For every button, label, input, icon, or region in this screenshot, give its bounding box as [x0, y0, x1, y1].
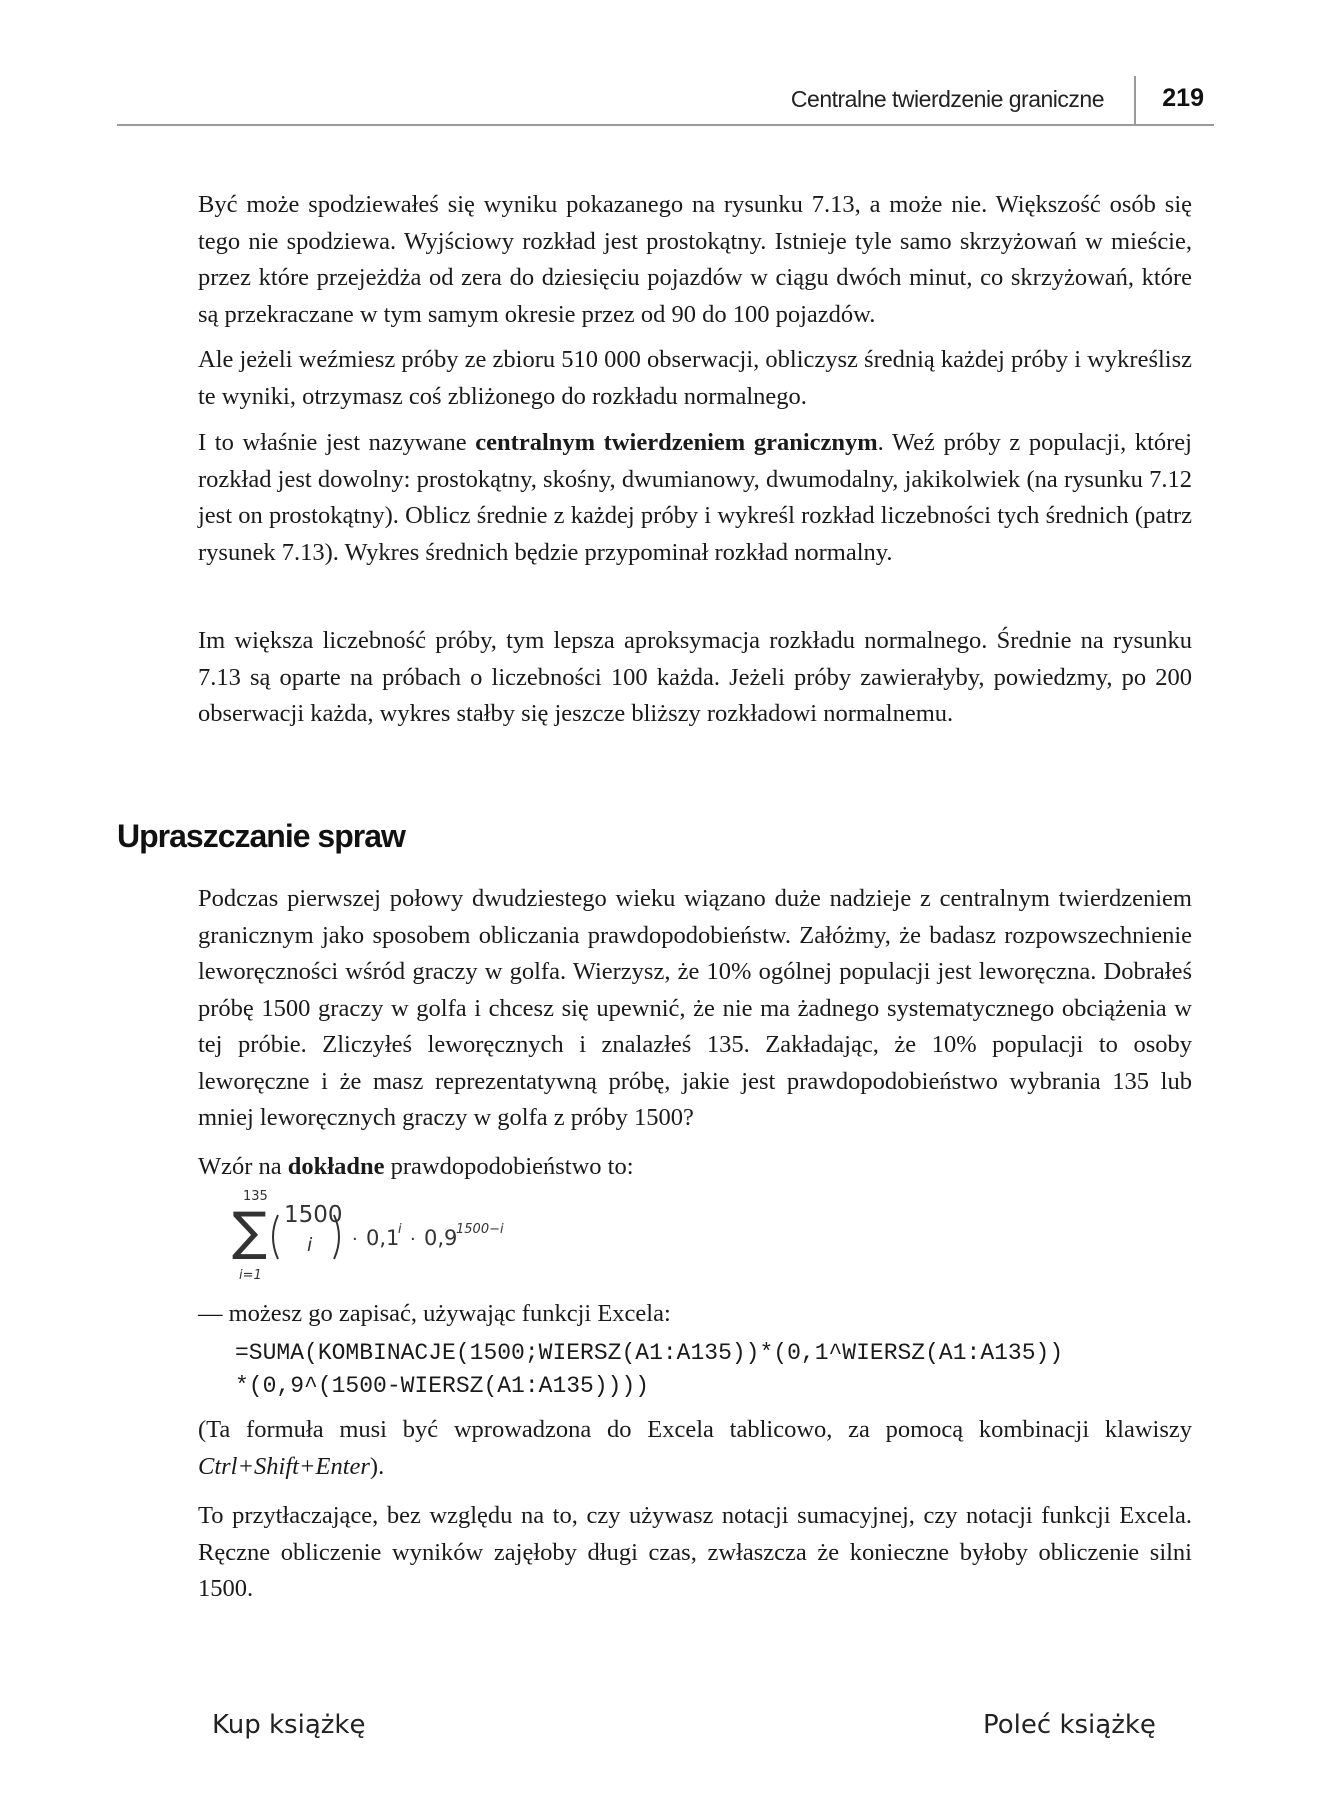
sum-lower-limit: i=1 — [239, 1268, 262, 1283]
dot-operator: · — [410, 1229, 416, 1250]
page-header — [117, 66, 1214, 126]
binom-bottom: i — [307, 1234, 313, 1256]
paragraph-6: Wzór na dokładne prawdopodobieństwo to: — [198, 1153, 634, 1180]
buy-book-link[interactable]: Kup książkę — [212, 1710, 366, 1740]
exponent-1: i — [398, 1222, 402, 1237]
recommend-book-link[interactable]: Poleć książkę — [983, 1710, 1156, 1740]
paragraph-9: To przytłaczające, bez względu na to, czy używasz notacji sumacyjnej, czy notacji funkcji Excela. Ręczne obliczenie wyników zajęłoby długi czas, zwłaszcza że konieczne byłoby obliczenie silni 1500. — [198, 1502, 1192, 1602]
excel-formula-line-2: *(0,9^(1500-WIERSZ(A1:A135)))) — [235, 1373, 650, 1399]
dot-operator: · — [352, 1229, 358, 1250]
sigma-symbol: ∑ — [232, 1202, 268, 1262]
section-heading: Upraszczanie spraw — [117, 818, 405, 854]
paragraph-4: Im większa liczebność próby, tym lepsza aproksymacja rozkładu normalnego. Średnie na rysunku 7.13 są oparte na próbach o liczebności 100 każda. Jeżeli próby zawierałyby, powiedzmy, po 200 obserwacji każda, wykres stałby się jeszcze bliższy rozkładowi normalnemu. — [198, 627, 1192, 727]
base-1: 0,1 — [366, 1226, 400, 1250]
bold-term: centralnym twierdzeniem granicznym — [475, 429, 878, 456]
exponent-2: 1500−i — [456, 1222, 504, 1237]
paragraph-8: (Ta formuła musi być wprowadzona do Excela tablicowo, za pomocą kombinacji klawiszy Ctrl+Shift+Enter). — [198, 1416, 1192, 1480]
keyboard-shortcut: Ctrl+Shift+Enter — [198, 1452, 370, 1480]
summation-formula — [230, 1185, 570, 1285]
paragraph-7: — możesz go zapisać, używając funkcji Excela: — [198, 1300, 671, 1327]
paragraph-2: Ale jeżeli weźmiesz próby ze zbioru 510 000 obserwacji, obliczysz średnią każdej próby i wykreślisz te wyniki, otrzymasz coś zbliżonego do rozkładu normalnego. — [198, 346, 1192, 410]
binom-top: 1500 — [284, 1202, 343, 1228]
header-separator — [1134, 76, 1136, 124]
paragraph-5: Podczas pierwszej połowy dwudziestego wieku wiązano duże nadzieje z centralnym twierdzeniem granicznym jako sposobem obliczania prawdopodobieństw. Załóżmy, że badasz rozpowszechnienie leworęczności wśród graczy w golfa. Wierzysz, że 10% ogólnej populacji jest leworęczna. Dobrałeś próbę 1500 graczy w golfa i chcesz się upewnić, że nie ma żadnego systematycznego obciążenia w tej próbie. Zliczyłeś leworęcznych i znalazłeś 135. Zakładając, że 10% populacji to osoby leworęczne i że masz reprezentatywną próbę, jakie jest prawdopodobieństwo wybrania 135 lub mniej leworęcznych graczy w golfa z próby 1500? — [198, 885, 1192, 1131]
paragraph-3: I to właśnie jest nazywane centralnym twierdzeniem granicznym. Weź próby z populacji, której rozkład jest dowolny: prostokątny, skośny, dwumianowy, dwumodalny, jakikolwiek (na rysunku 7.12 jest on prostokątny). Oblicz średnie z każdej próby i wykreśl rozkład liczebności tych średnich (patrz rysunek 7.13). Wykres średnich będzie przypominał rozkład normalny. — [198, 429, 1192, 566]
excel-formula-line-1: =SUMA(KOMBINACJE(1500;WIERSZ(A1:A135))*(0,1^WIERSZ(A1:A135)) — [235, 1340, 1064, 1366]
base-2: 0,9 — [424, 1226, 458, 1250]
page-number: 219 — [1162, 84, 1204, 112]
left-paren — [273, 1215, 278, 1259]
bold-term: dokładne — [287, 1153, 385, 1180]
paragraph-1: Być może spodziewałeś się wyniku pokazanego na rysunku 7.13, a może nie. Większość osób się tego nie spodziewa. Wyjściowy rozkład jest prostokątny. Istnieje tyle samo skrzyżowań w mieście, przez które przejeżdża od zera do dziesięciu pojazdów w ciągu dwóch minut, co skrzyżowań, które są przekraczane w tym samym okresie przez od 90 do 100 pojazdów. — [198, 191, 1192, 328]
running-title: Centralne twierdzenie graniczne — [790, 86, 1104, 112]
sum-upper-limit: 135 — [243, 1189, 268, 1204]
